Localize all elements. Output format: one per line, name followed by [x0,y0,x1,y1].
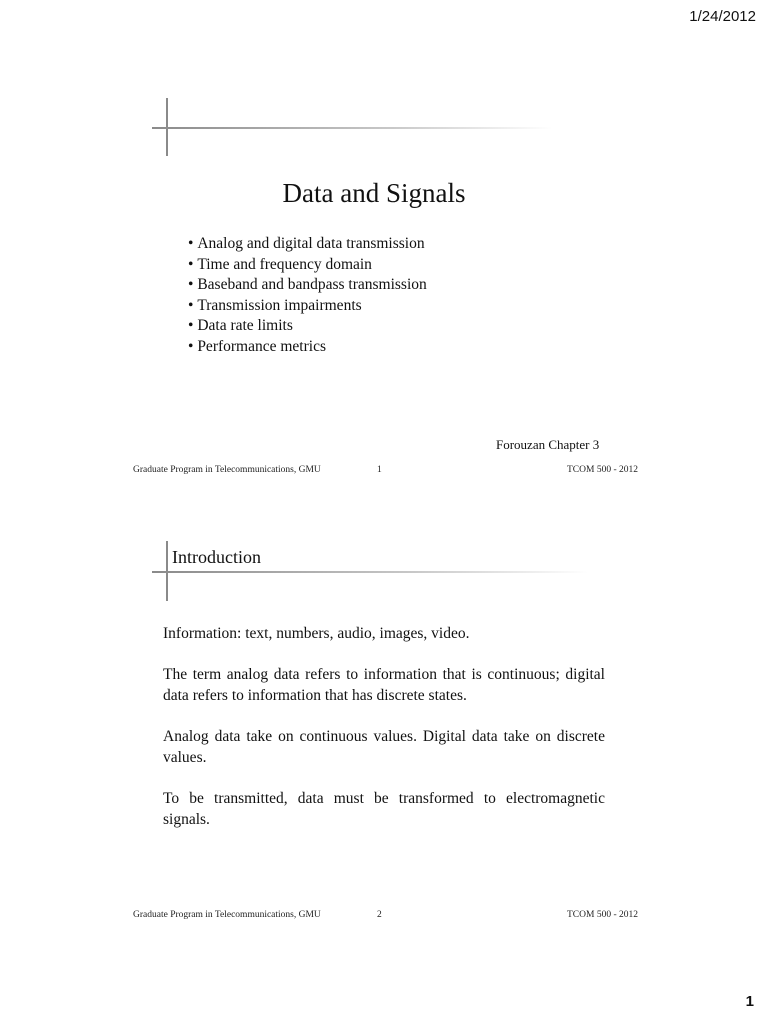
bullet-item: • Performance metrics [188,337,427,358]
bullet-item: • Analog and digital data transmission [188,234,427,255]
page-number: 1 [745,993,754,1010]
body-paragraph: The term analog data refers to information that is continuous; digital data refers to information that has discrete states. [163,666,605,704]
footer-course: TCOM 500 - 2012 [567,465,638,475]
bullet-item: • Data rate limits [188,316,427,337]
crosshair-horizontal-line [152,127,552,129]
bullet-item: • Transmission impairments [188,296,427,317]
slide-title: Data and Signals [282,178,466,208]
body-paragraph: Information: text, numbers, audio, images, video. [163,625,470,642]
slide-2 [0,535,768,935]
page-date: 1/24/2012 [689,8,756,25]
slide-heading: Introduction [172,547,261,567]
slide-1 [0,90,768,490]
body-paragraph: Analog data take on continuous values. Digital data take on discrete values. [163,728,605,766]
footer-program: Graduate Program in Telecommunications, GMU [133,465,321,475]
body-paragraph: To be transmitted, data must be transformed to electromagnetic signals. [163,790,605,828]
bullet-list [188,234,427,357]
footer-course: TCOM 500 - 2012 [567,910,638,920]
footer-slide-number: 2 [377,910,382,920]
bullet-item: • Baseband and bandpass transmission [188,275,427,296]
bullet-item: • Time and frequency domain [188,255,427,276]
slide-body [163,623,605,850]
crosshair-horizontal-line [152,571,588,573]
footer-program: Graduate Program in Telecommunications, GMU [133,910,321,920]
footer-slide-number: 1 [377,465,382,475]
slide-attribution: Forouzan Chapter 3 [496,437,600,452]
